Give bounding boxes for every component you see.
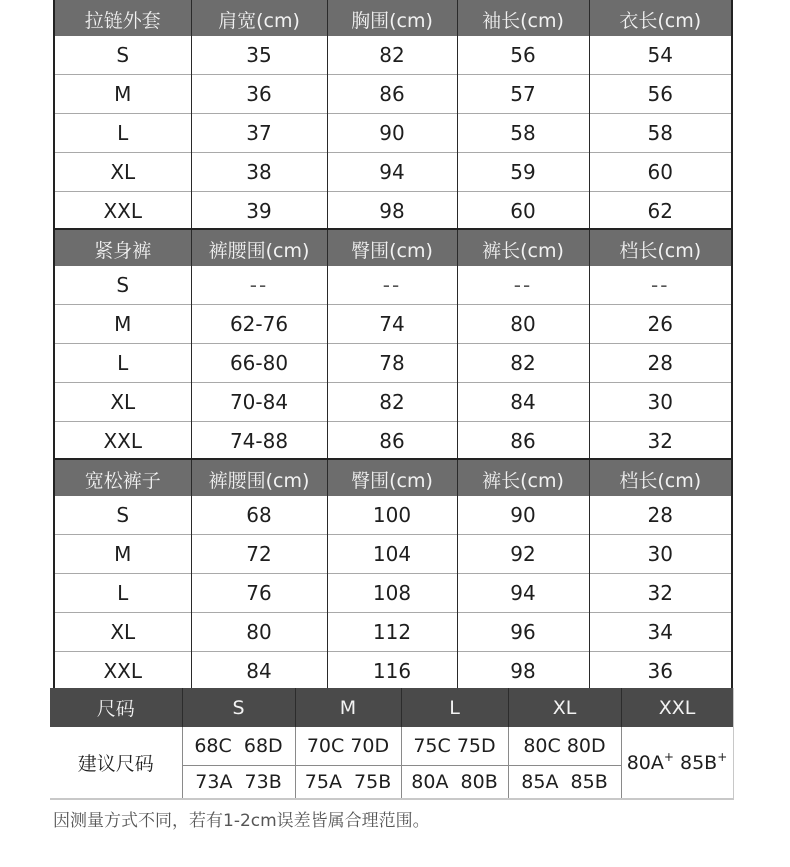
table-row — [54, 266, 732, 305]
table-cell: 68 — [191, 496, 327, 535]
size-label: S — [116, 43, 130, 67]
table-cell: 34 — [589, 613, 732, 652]
table-cell: 32 — [589, 422, 732, 461]
table-cell: 62-76 — [191, 305, 327, 344]
table-cell: 62 — [589, 192, 732, 231]
table-cell: 86 — [457, 422, 589, 461]
size-label: M — [54, 305, 191, 344]
table-cell: 58 — [457, 114, 589, 153]
column-header: 臀围(cm) — [327, 459, 457, 496]
table-cell: 36 — [191, 75, 327, 114]
column-header: XL — [508, 688, 621, 727]
size-label: XXL — [54, 652, 191, 692]
size-label: XXL — [54, 422, 191, 461]
table-cell: 80C 80D — [508, 727, 621, 766]
table-cell: 82 — [327, 383, 457, 422]
table-cell: 94 — [457, 574, 589, 613]
table-cell: 60 — [589, 153, 732, 192]
table-row — [54, 153, 732, 192]
table-row — [54, 535, 732, 574]
table-row — [54, 496, 732, 535]
table-title: 宽松裤子 — [54, 459, 191, 496]
table-cell: 57 — [457, 75, 589, 114]
column-header: 档长(cm) — [589, 459, 732, 496]
table-row — [54, 192, 732, 231]
xxl-value-a: 80A — [626, 751, 664, 774]
table-title: 尺码 — [50, 688, 182, 727]
table-row — [50, 727, 733, 766]
table-cell: -- — [327, 266, 457, 305]
measurement-footnote: 因测量方式不同，若有1-2cm误差皆属合理范围。 — [53, 811, 430, 831]
table-row — [54, 383, 732, 422]
table-cell: 104 — [327, 535, 457, 574]
size-label: S — [116, 273, 130, 297]
table-header-row — [54, 229, 732, 266]
table-cell: 59 — [457, 153, 589, 192]
row-label: 建议尺码 — [77, 753, 154, 775]
table-row — [54, 574, 732, 613]
table-cell: 35 — [191, 36, 327, 75]
table-cell: -- — [457, 266, 589, 305]
size-label: XXL — [54, 192, 191, 231]
table-row — [54, 75, 732, 114]
table-cell: 26 — [589, 305, 732, 344]
table-cell: 108 — [327, 574, 457, 613]
column-header: 臀围(cm) — [327, 229, 457, 266]
table-row — [54, 36, 732, 75]
table-cell: -- — [589, 266, 732, 305]
column-header: S — [182, 688, 295, 727]
table-title: 紧身裤 — [54, 229, 191, 266]
table-cell: 100 — [327, 496, 457, 535]
table-cell: 80A 80B — [401, 766, 508, 800]
table-row — [54, 613, 732, 652]
table-cell: 74-88 — [191, 422, 327, 461]
table-cell: 75C 75D — [401, 727, 508, 766]
table-cell: 76 — [191, 574, 327, 613]
table-cell: 82 — [327, 36, 457, 75]
column-header: 袖长(cm) — [457, 0, 589, 36]
table-cell: 112 — [327, 613, 457, 652]
column-header: 裤腰围(cm) — [191, 229, 327, 266]
table-cell: 82 — [457, 344, 589, 383]
table-cell: 58 — [589, 114, 732, 153]
table-cell: 90 — [457, 496, 589, 535]
size-label: L — [54, 114, 191, 153]
table-cell: 68C 68D — [182, 727, 295, 766]
table-row — [54, 344, 732, 383]
table-cell: 38 — [191, 153, 327, 192]
table-row — [54, 305, 732, 344]
size-label: XL — [54, 153, 191, 192]
table-header-row — [50, 688, 733, 727]
table-cell: 92 — [457, 535, 589, 574]
table-cell: -- — [191, 266, 327, 305]
table-cell: 70-84 — [191, 383, 327, 422]
table-cell: 30 — [589, 535, 732, 574]
size-label: L — [54, 344, 191, 383]
table-cell: 56 — [589, 75, 732, 114]
table-cell: 98 — [457, 652, 589, 692]
table-cell: 86 — [327, 422, 457, 461]
table-row — [54, 652, 732, 692]
size-label: XL — [54, 383, 191, 422]
jacket-size-table — [53, 0, 733, 230]
table-cell: 75A 75B — [295, 766, 401, 800]
table-cell: 32 — [589, 574, 732, 613]
table-cell: 116 — [327, 652, 457, 692]
table-cell: 80 — [457, 305, 589, 344]
table-title: 拉链外套 — [54, 0, 191, 36]
table-cell: 84 — [457, 383, 589, 422]
table-cell: 28 — [589, 496, 732, 535]
table-header-row — [54, 0, 732, 36]
column-header: L — [401, 688, 508, 727]
table-header-row — [54, 459, 732, 496]
table-cell-xxl — [621, 727, 733, 799]
column-header: 肩宽(cm) — [191, 0, 327, 36]
table-cell: 60 — [457, 192, 589, 231]
table-cell: 39 — [191, 192, 327, 231]
column-header: 裤长(cm) — [457, 459, 589, 496]
table-cell: 56 — [457, 36, 589, 75]
column-header: XXL — [621, 688, 733, 727]
table-cell: 30 — [589, 383, 732, 422]
column-header: 档长(cm) — [589, 229, 732, 266]
loose-pants-size-table — [53, 458, 733, 692]
table-cell: 73A 73B — [182, 766, 295, 800]
plus-sup: + — [717, 749, 728, 764]
size-label: S — [116, 503, 130, 527]
table-cell: 85A 85B — [508, 766, 621, 800]
column-header: 裤腰围(cm) — [191, 459, 327, 496]
size-label: XL — [54, 613, 191, 652]
table-cell: 94 — [327, 153, 457, 192]
tight-pants-size-table — [53, 228, 733, 460]
bra-size-table — [50, 688, 734, 800]
column-header: 胸围(cm) — [327, 0, 457, 36]
table-cell: 98 — [327, 192, 457, 231]
table-cell: 66-80 — [191, 344, 327, 383]
table-cell: 96 — [457, 613, 589, 652]
column-header: 衣长(cm) — [589, 0, 732, 36]
size-label: L — [54, 574, 191, 613]
table-cell: 84 — [191, 652, 327, 692]
table-cell: 86 — [327, 75, 457, 114]
table-cell: 72 — [191, 535, 327, 574]
table-row — [54, 114, 732, 153]
table-cell: 74 — [327, 305, 457, 344]
size-label: M — [54, 535, 191, 574]
table-cell: 37 — [191, 114, 327, 153]
table-row — [54, 422, 732, 461]
table-cell: 80 — [191, 613, 327, 652]
size-label: M — [54, 75, 191, 114]
table-cell: 54 — [589, 36, 732, 75]
column-header: 裤长(cm) — [457, 229, 589, 266]
plus-sup: + — [663, 749, 674, 764]
xxl-value-b: 85B — [680, 751, 718, 774]
column-header: M — [295, 688, 401, 727]
table-cell: 28 — [589, 344, 732, 383]
table-cell: 70C 70D — [295, 727, 401, 766]
table-cell: 78 — [327, 344, 457, 383]
table-cell: 90 — [327, 114, 457, 153]
table-cell: 36 — [589, 652, 732, 692]
